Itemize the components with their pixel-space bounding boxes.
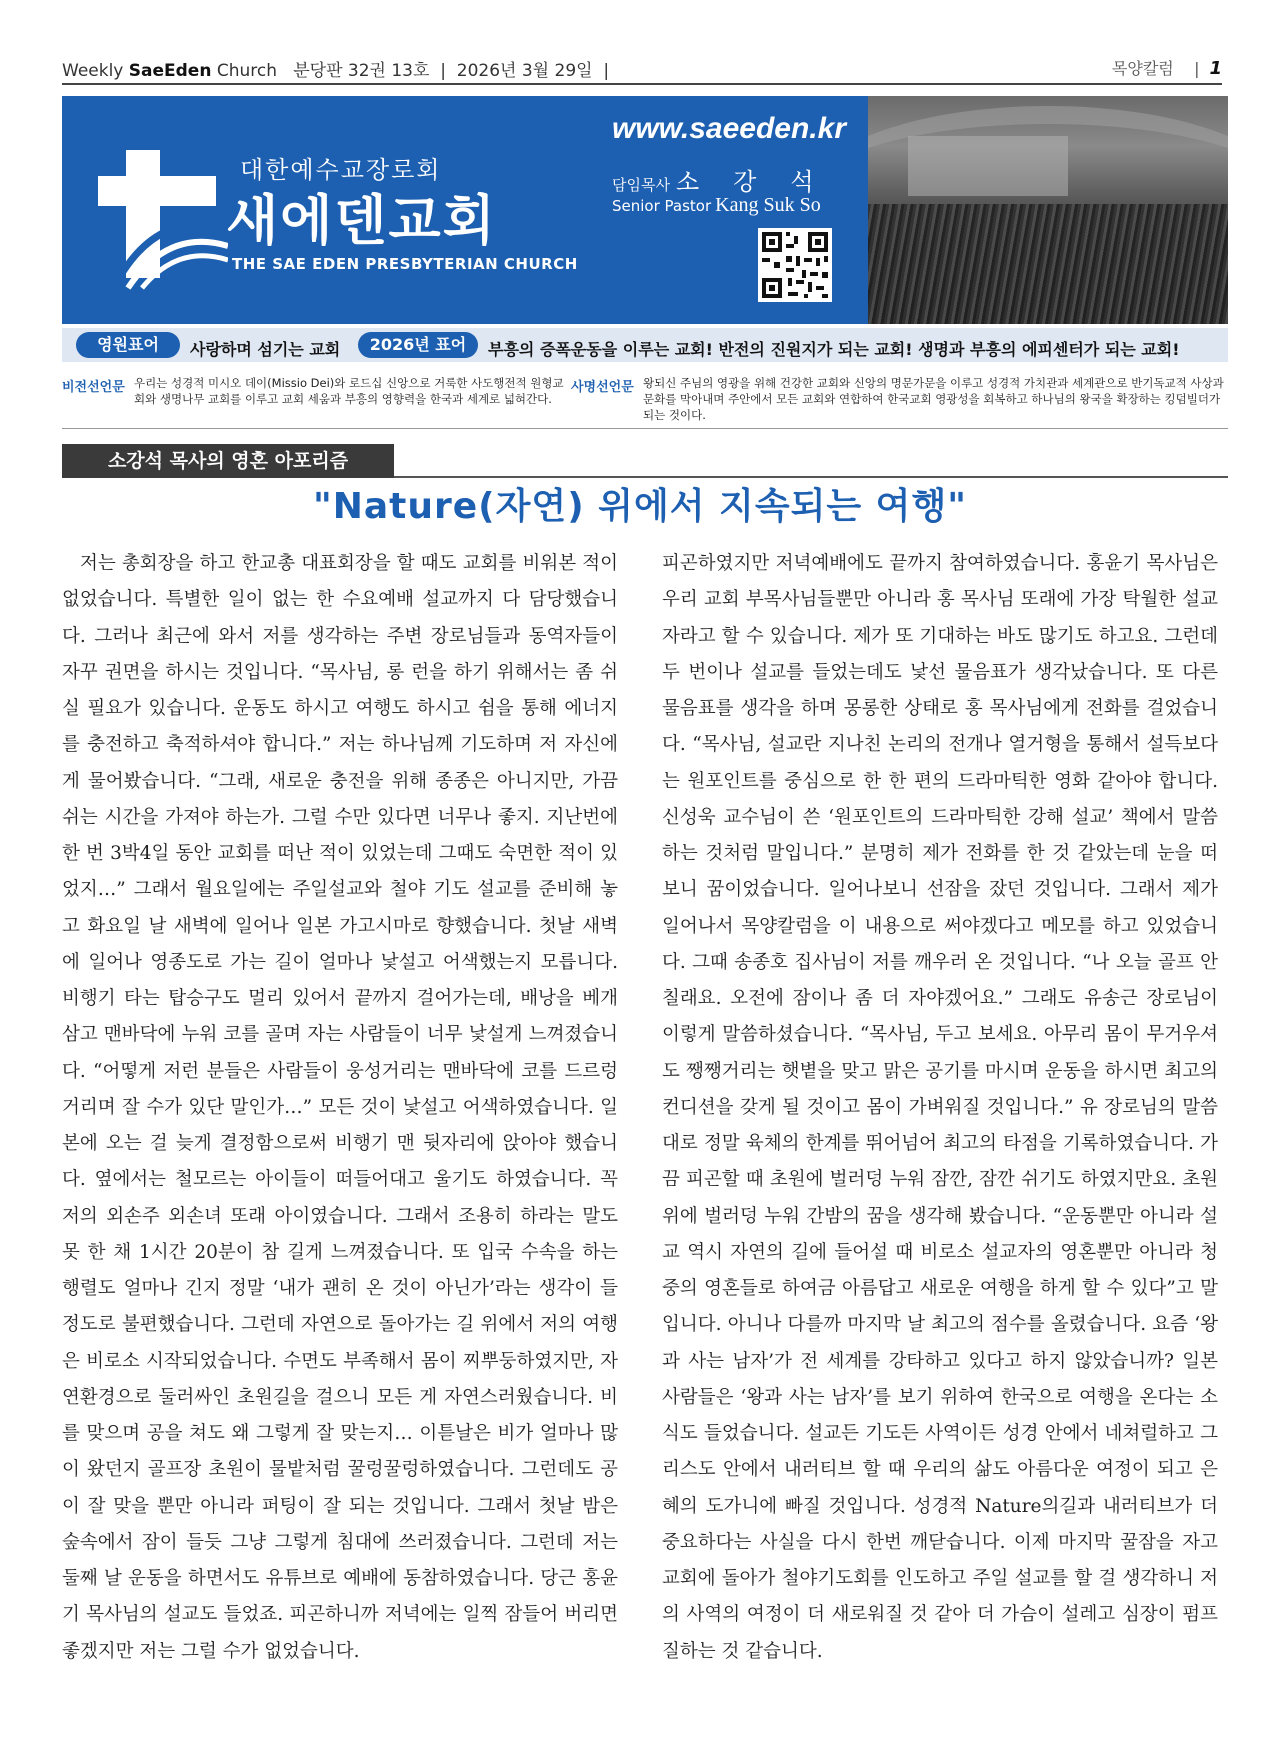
- church-name-english: THE SAE EDEN PRESBYTERIAN CHURCH: [232, 255, 578, 273]
- worship-congregation-photo: [868, 96, 1228, 324]
- year-motto-label: 2026년 표어: [358, 332, 478, 358]
- church-name: 새에덴교회: [226, 191, 497, 251]
- header-separator: |: [440, 61, 446, 81]
- header-rule: [62, 83, 1222, 85]
- pastor-title-kr: 담임목사: [612, 176, 670, 194]
- eternal-motto-text: 사랑하며 섬기는 교회: [190, 340, 341, 359]
- pastor-title-en: Senior Pastor: [612, 197, 712, 215]
- vision-label: 비전선언문: [62, 380, 125, 395]
- running-header: [62, 50, 1222, 80]
- article-column-right: 피곤하였지만 저녁예배에도 끝까지 참여하였습니다. 홍윤기 목사님은 우리 교회 부목사님들뿐만 아니라 홍 목사님 또래에 가장 탁월한 설교자라고 할 수 있습니다. 제가 또 기대하는 바도 많기도 하고요. 그런데 두 번이나 설교를 들었는데도 낯선 물음표가 생각났습니다. 또 다른 물음표를 생각을 하며 몽롱한 상태로 홍 목사님에게 전화를 걸었습니다. “목사님, 설교란 지나친 논리의 전개나 열거형을 통해서 설득보다는 원포인트를 중심으로 한 한 편의 드라마틱한 영화 같아야 합니다. 신성욱 교수님이 쓴 ‘원포인트의 드라마틱한 강해 설교’ 책에서 말씀하는 것처럼 말입니다.” 분명히 제가 전화를 한 것 같았는데 눈을 떠보니 꿈이었습니다. 일어나보니 선잠을 잤던 것입니다. 그래서 제가 일어나서 목양칼럼을 이 내용으로 써야겠다고 메모를 하고 있었습니다. 그때 송종호 집사님이 저를 깨우러 온 것입니다. “나 오늘 골프 안 칠래요. 오전에 잠이나 좀 더 자야겠어요.” 그래도 유송근 장로님이 이렇게 말씀하셨습니다. “목사님, 두고 보세요. 아무리 몸이 무거우셔도 쨍쨍거리는 햇볕을 맞고 맑은 공기를 마시며 운동을 하시면 최고의 컨디션을 갖게 될 것이고 몸이 가벼워질 것입니다.” 유 장로님의 말씀대로 정말 육체의 한계를 뛰어넘어 최고의 타점을 기록하였습니다. 가끔 피곤할 때 초원에 벌러덩 누워 잠깐, 잠깐 쉬기도 하였지만요. 초원 위에 벌러덩 누워 간밤의 꿈을 생각해 봤습니다. “운동뿐만 아니라 설교 역시 자연의 길에 들어설 때 비로소 설교자의 영혼뿐만 아니라 청중의 영혼들로 하여금 아름답고 새로운 여행을 하게 할 수 있다”고 말입니다. 아니나 다를까 마지막 날 최고의 점수를 올렸습니다. 요즘 ‘왕과 사는 남자’가 전 세계를 강타하고 있다고 하지 않았습니까? 일본 사람들은 ‘왕과 사는 남자’를 보기 위하여 한국으로 여행을 온다는 소식도 들었습니다. 설교든 기도든 사역이든 성경 안에서 네쳐럴하고 그리스도 안에서 내러티브 할 때 우리의 삶도 아름다운 여정이 되고 은혜의 도가니에 빠질 것입니다. 성경적 Nature의길과 내러티브가 더 중요하다는 사실을 다시 한번 깨닫습니다. 이제 마지막 꿀잠을 자고 교회에 돌아가 철야기도회를 인도하고 주일 설교를 할 걸 생각하니 저의 사역의 여정이 더 새로워질 것 같아 더 가슴이 설레고 심장이 펌프질하는 것 같습니다.: [662, 553, 1218, 1662]
- pastor-name-en: Kang Suk So: [715, 194, 821, 216]
- column-name: 목양칼럼: [1111, 59, 1174, 78]
- motto-band: [62, 328, 1228, 362]
- column-info: [1112, 56, 1222, 79]
- brand-plain-1: Weekly: [62, 61, 129, 81]
- publication-info: [62, 56, 609, 81]
- eternal-motto-label: 영원표어: [76, 332, 180, 358]
- header-separator-2: |: [603, 61, 610, 81]
- header-separator-3: |: [1194, 59, 1200, 78]
- issue-date: 2026년 3월 29일: [456, 61, 593, 81]
- cross-logo-icon: [98, 150, 228, 290]
- brand-plain-2: Church: [211, 61, 277, 81]
- year-motto-text: 부흥의 증폭운동을 이루는 교회! 반전의 진원지가 되는 교회! 생명과 부흥의 에피센터가 되는 교회!: [488, 340, 1180, 359]
- pastor-name-kr: 소 강 석: [675, 170, 828, 196]
- website-link[interactable]: www.saeeden.kr: [612, 112, 846, 145]
- vision-mission-rule: [62, 428, 1228, 429]
- vision-text: 우리는 성경적 미시오 데이(Missio Dei)와 로드십 신앙으로 거룩한 사도행전적 원형교회와 생명나무 교회를 이루고 교회 세움과 부흥의 영향력을 한국과 세계로 넓혀간다.: [134, 376, 564, 406]
- mission-label: 사명선언문: [571, 380, 634, 395]
- article-title: "Nature(자연) 위에서 지속되는 여행": [313, 486, 967, 527]
- qr-code-icon[interactable]: [758, 228, 832, 302]
- pastor-en: [612, 194, 821, 217]
- denomination-name: 대한예수교장로회: [240, 156, 442, 184]
- article-column-left: 저는 총회장을 하고 한교총 대표회장을 할 때도 교회를 비워본 적이 없었습니다. 특별한 일이 없는 한 수요예배 설교까지 다 담당했습니다. 그러나 최근에 와서 저를 생각하는 주변 장로님들과 동역자들이 자꾸 권면을 하시는 것입니다. “목사님, 롱 런을 하기 위해서는 좀 쉬실 필요가 있습니다. 운동도 하시고 여행도 하시고 쉼을 통해 에너지를 충전하고 축적하셔야 합니다.” 저는 하나님께 기도하며 저 자신에게 물어봤습니다. “그래, 새로운 충전을 위해 종종은 아니지만, 가끔 쉬는 시간을 가져야 하는가. 그럴 수만 있다면 너무나 좋지. 지난번에 한 번 3박4일 동안 교회를 떠난 적이 있었는데 그때도 숙면한 적이 있었지…” 그래서 월요일에는 주일설교와 철야 기도 설교를 준비해 놓고 화요일 날 새벽에 일어나 일본 가고시마로 향했습니다. 첫날 새벽에 일어나 영종도로 가는 길이 얼마나 낯설고 어색했는지 모릅니다. 비행기 타는 탑승구도 멀리 있어서 끝까지 걸어가는데, 배낭을 베개 삼고 맨바닥에 누워 코를 골며 자는 사람들이 너무 낯설게 느껴졌습니다. “어떻게 저런 분들은 사람들이 웅성거리는 맨바닥에 코를 드르렁거리며 잘 수가 있단 말인가…” 모든 것이 낯설고 어색하였습니다. 일본에 오는 걸 늦게 결정함으로써 비행기 맨 뒷자리에 앉아야 했습니다. 옆에서는 철모르는 아이들이 떠들어대고 울기도 하였습니다. 꼭 저의 외손주 외손녀 또래 아이였습니다. 그래서 조용히 하라는 말도 못 한 채 1시간 20분이 참 길게 느껴졌습니다. 또 입국 수속을 하는 행렬도 얼마나 긴지 정말 ‘내가 괜히 온 것이 아닌가’라는 생각이 들 정도로 불편했습니다. 그런데 자연으로 돌아가는 길 위에서 저의 여행은 비로소 시작되었습니다. 수면도 부족해서 몸이 찌뿌둥하였지만, 자연환경으로 둘러싸인 초원길을 걸으니 모든 게 자연스러웠습니다. 비를 맞으며 공을 쳐도 왜 그렇게 잘 맞는지… 이튿날은 비가 얼마나 많이 왔던지 골프장 초원이 물밭처럼 꿀렁꿀렁하였습니다. 그런데도 공이 잘 맞을 뿐만 아니라 퍼팅이 잘 되는 것입니다. 그래서 첫날 밤은 숲속에서 잠이 들듯 그냥 그렇게 침대에 쓰러졌습니다. 그런데 저는 둘째 날 운동을 하면서도 유튜브로 예배에 동참하였습니다. 당근 홍윤기 목사님의 설교도 들었죠. 피곤하니까 저녁에는 일찍 잠들어 버리면 좋겠지만 저는 그럴 수가 없었습니다.: [62, 553, 618, 1662]
- brand-bold: SaeEden: [128, 61, 212, 81]
- issue-number: 분당판 32권 13호: [293, 61, 430, 81]
- mission-text: 왕되신 주님의 영광을 위해 건강한 교회와 신앙의 명문가문을 이루고 성경적 가치관과 세계관으로 반기독교적 사상과 문화를 막아내며 주안에서 모든 교회와 연합하여 한국교회 영광성을 회복하고 하나님의 왕국을 확장하는 킹덤빌더가 되는 것이다.: [643, 376, 1224, 422]
- section-label: 소강석 목사의 영혼 아포리즘: [62, 444, 394, 478]
- pastor-kr: [612, 162, 828, 197]
- page-number: 1: [1209, 58, 1222, 79]
